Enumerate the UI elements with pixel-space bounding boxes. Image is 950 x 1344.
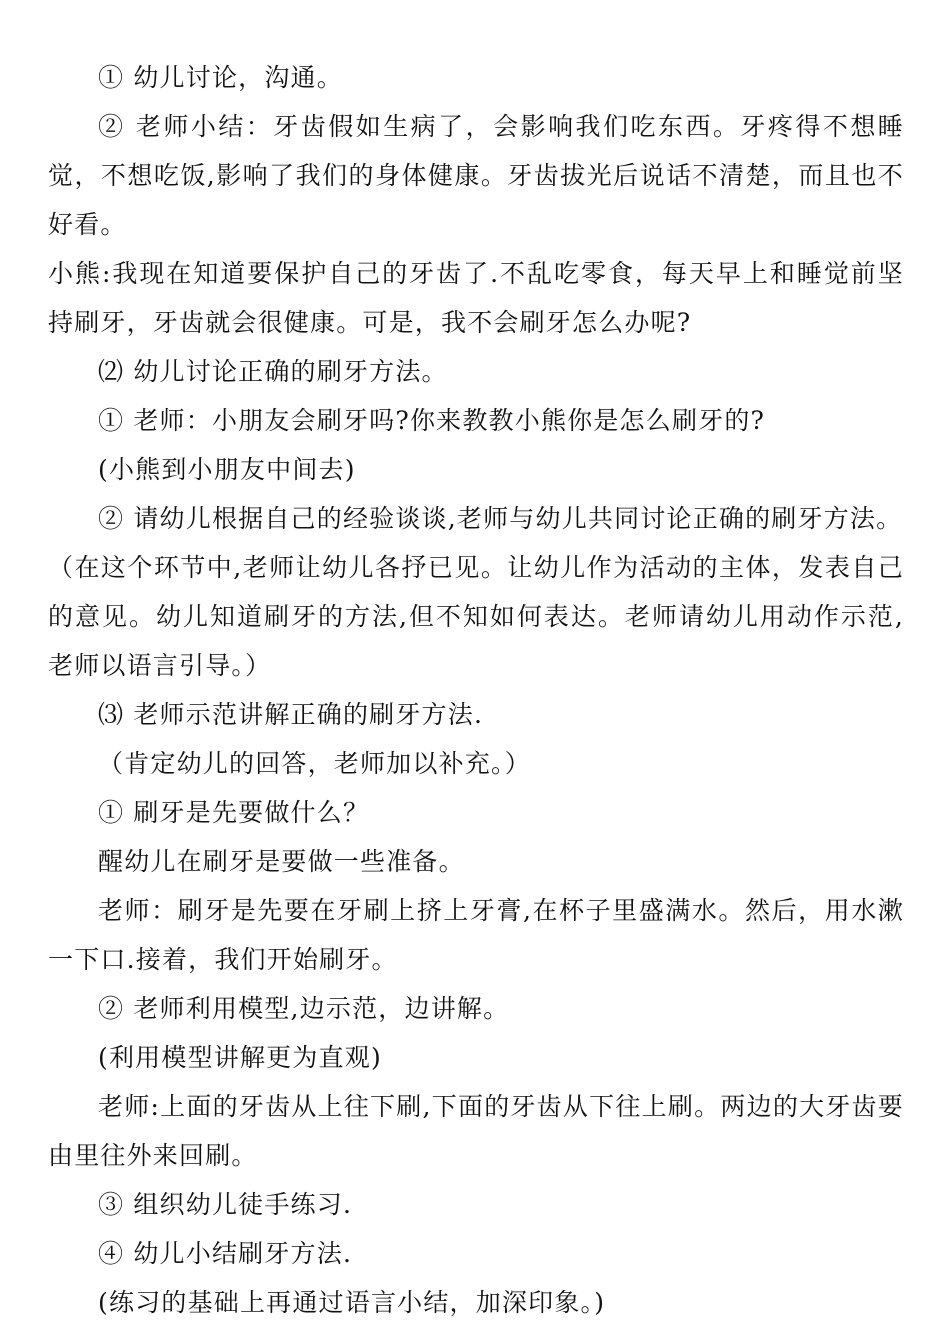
paragraph: 小熊:我现在知道要保护自己的牙齿了.不乱吃零食，每天早上和睡觉前坚持刷牙，牙齿就会很健康。可是，我不会刷牙怎么办呢? [48, 259, 904, 337]
paragraph: ③ 组织幼儿徒手练习. [98, 1190, 353, 1219]
paragraph: （在这个环节中,老师让幼儿各抒已见。让幼儿作为活动的主体，发表自己的意见。幼儿知道刷牙的方法,但不知如何表达。老师请幼儿用动作示范,老师以语言引导。） [48, 553, 904, 680]
paragraph: ① 老师：小朋友会刷牙吗?你来教教小熊你是怎么刷牙的? [98, 406, 766, 435]
paragraph: ⑶ 老师示范讲解正确的刷牙方法. [98, 700, 484, 729]
paragraph: （肯定幼儿的回答，老师加以补充。） [98, 749, 531, 778]
paragraph: ② 请幼儿根据自己的经验谈谈,老师与幼儿共同讨论正确的刷牙方法。 [98, 504, 903, 533]
paragraph: (利用模型讲解更为直观) [98, 1043, 382, 1072]
paragraph: ① 幼儿讨论，沟通。 [98, 63, 343, 92]
paragraph: ⑵ 幼儿讨论正确的刷牙方法。 [98, 357, 448, 386]
paragraph: 醒幼儿在刷牙是要做一些准备。 [98, 847, 465, 876]
paragraph: 老师：刷牙是先要在牙刷上挤上牙膏,在杯子里盛满水。然后，用水漱一下口.接着，我们开始刷牙。 [48, 896, 904, 974]
paragraph: ② 老师小结：牙齿假如生病了，会影响我们吃东西。牙疼得不想睡觉，不想吃饭,影响了我们的身体健康。牙齿拔光后说话不清楚，而且也不好看。 [48, 112, 904, 239]
paragraph: ① 刷牙是先要做什么？ [98, 798, 370, 827]
paragraph: ② 老师利用模型,边示范，边讲解。 [98, 994, 510, 1023]
paragraph: 老师:上面的牙齿从上往下刷,下面的牙齿从下往上刷。两边的大牙齿要由里往外来回刷。 [48, 1092, 904, 1170]
paragraph: (练习的基础上再通过语言小结，加深印象。) [98, 1288, 606, 1317]
paragraph: ④ 幼儿小结刷牙方法. [98, 1239, 353, 1268]
paragraph: (小熊到小朋友中间去) [98, 455, 356, 484]
